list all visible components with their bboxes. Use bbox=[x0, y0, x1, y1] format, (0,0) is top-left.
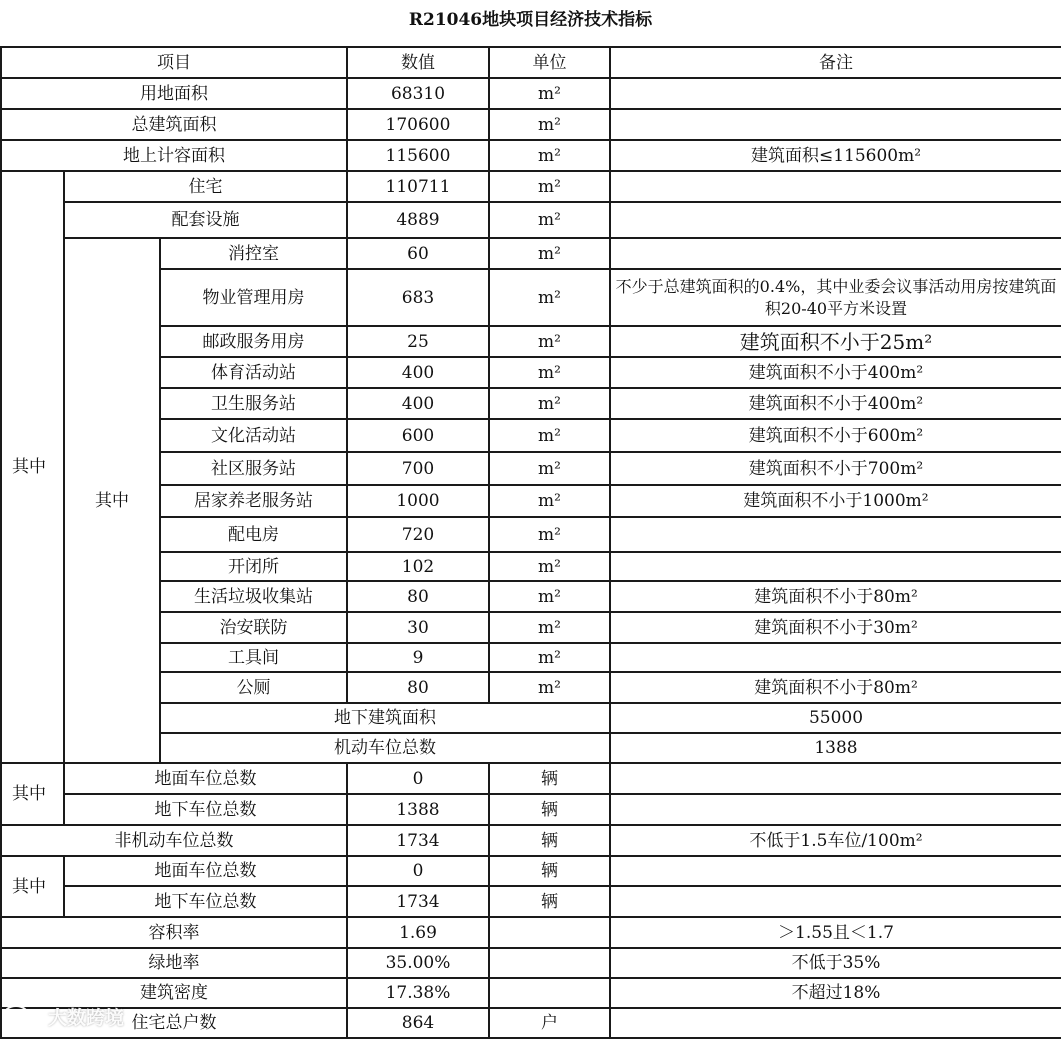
facility-value: 400 bbox=[347, 357, 489, 388]
facility-value: 102 bbox=[347, 552, 489, 581]
table-row bbox=[1, 581, 1061, 612]
table-row bbox=[1, 978, 1061, 1008]
table-row bbox=[1, 452, 1061, 485]
header-row bbox=[1, 47, 1061, 78]
facility-label: 居家养老服务站 bbox=[160, 485, 347, 517]
table-row bbox=[1, 733, 1061, 763]
row-note: 不低于35% bbox=[610, 948, 1061, 978]
table-row bbox=[1, 643, 1061, 672]
table-row bbox=[1, 763, 1061, 794]
facility-label: 卫生服务站 bbox=[160, 388, 347, 419]
table-row bbox=[1, 485, 1061, 517]
facility-unit: m² bbox=[489, 269, 610, 326]
table-title: R21046地块项目经济技术指标 bbox=[408, 10, 653, 30]
facility-unit: m² bbox=[489, 326, 610, 357]
row-label: 地下车位总数 bbox=[64, 886, 347, 917]
row-value: 35.00% bbox=[347, 948, 489, 978]
row-unit: m² bbox=[489, 140, 610, 171]
facility-unit: m² bbox=[489, 643, 610, 672]
table-row bbox=[1, 78, 1061, 109]
facility-label: 配电房 bbox=[160, 517, 347, 552]
facility-note bbox=[610, 517, 1061, 552]
indicator-table bbox=[0, 46, 1061, 1039]
row-value: 864 bbox=[347, 1008, 489, 1038]
row-value: 1.69 bbox=[347, 917, 489, 948]
row-note: 不超过18% bbox=[610, 978, 1061, 1008]
table-row bbox=[1, 269, 1061, 326]
row-label: 地下车位总数 bbox=[64, 794, 347, 825]
table-row bbox=[1, 238, 1061, 269]
table-row bbox=[1, 886, 1061, 917]
row-note bbox=[610, 109, 1061, 140]
facility-label: 体育活动站 bbox=[160, 357, 347, 388]
header-value: 数值 bbox=[347, 47, 489, 78]
row-value: 110711 bbox=[347, 171, 489, 202]
row-label: 地面车位总数 bbox=[64, 856, 347, 886]
row-label: 非机动车位总数 bbox=[1, 825, 347, 856]
row-value: 55000 bbox=[610, 703, 1061, 733]
facility-value: 600 bbox=[347, 419, 489, 452]
facility-label: 生活垃圾收集站 bbox=[160, 581, 347, 612]
facility-label: 社区服务站 bbox=[160, 452, 347, 485]
row-note bbox=[610, 794, 1061, 825]
row-unit: 辆 bbox=[489, 794, 610, 825]
facility-label: 邮政服务用房 bbox=[160, 326, 347, 357]
facility-value: 9 bbox=[347, 643, 489, 672]
table-row bbox=[1, 612, 1061, 643]
row-unit: m² bbox=[489, 109, 610, 140]
row-unit: 辆 bbox=[489, 856, 610, 886]
table-row bbox=[1, 856, 1061, 886]
facility-note bbox=[610, 643, 1061, 672]
row-value: 1388 bbox=[347, 794, 489, 825]
row-note bbox=[610, 1008, 1061, 1038]
group-label-of-which-nonmotor: 其中 bbox=[1, 856, 64, 917]
facility-unit: m² bbox=[489, 419, 610, 452]
facility-note: 不少于总建筑面积的0.4%，其中业委会议事活动用房按建筑面积20-40平方米设置 bbox=[610, 269, 1061, 326]
facility-label: 公厕 bbox=[160, 672, 347, 703]
table-row bbox=[1, 419, 1061, 452]
facility-note: 建筑面积不小于25m² bbox=[610, 326, 1061, 357]
facility-value: 400 bbox=[347, 388, 489, 419]
row-unit: 户 bbox=[489, 1008, 610, 1038]
table-row bbox=[1, 672, 1061, 703]
row-note bbox=[610, 171, 1061, 202]
row-label: 住宅 bbox=[64, 171, 347, 202]
watermark bbox=[2, 1002, 124, 1030]
row-value: 0 bbox=[347, 856, 489, 886]
row-label: 容积率 bbox=[1, 917, 347, 948]
row-label: 机动车位总数 bbox=[160, 733, 610, 763]
facility-value: 683 bbox=[347, 269, 489, 326]
row-label: 绿地率 bbox=[1, 948, 347, 978]
row-unit: m² bbox=[489, 78, 610, 109]
row-unit: m² bbox=[489, 171, 610, 202]
row-value: 115600 bbox=[347, 140, 489, 171]
table-row bbox=[1, 517, 1061, 552]
facility-note: 建筑面积不小于700m² bbox=[610, 452, 1061, 485]
facility-value: 25 bbox=[347, 326, 489, 357]
facility-label: 物业管理用房 bbox=[160, 269, 347, 326]
table-row bbox=[1, 1008, 1061, 1038]
row-label: 地面车位总数 bbox=[64, 763, 347, 794]
table-row bbox=[1, 917, 1061, 948]
facility-note: 建筑面积不小于400m² bbox=[610, 388, 1061, 419]
facility-unit: m² bbox=[489, 552, 610, 581]
row-unit bbox=[489, 948, 610, 978]
facility-label: 工具间 bbox=[160, 643, 347, 672]
facility-label: 消控室 bbox=[160, 238, 347, 269]
row-label: 用地面积 bbox=[1, 78, 347, 109]
row-value: 1388 bbox=[610, 733, 1061, 763]
facility-unit: m² bbox=[489, 238, 610, 269]
row-note bbox=[610, 886, 1061, 917]
header-note: 备注 bbox=[610, 47, 1061, 78]
group-label-of-which-motor: 其中 bbox=[1, 763, 64, 825]
table-row bbox=[1, 703, 1061, 733]
facility-note: 建筑面积不小于80m² bbox=[610, 672, 1061, 703]
row-note: 建筑面积≤115600m² bbox=[610, 140, 1061, 171]
header-item: 项目 bbox=[1, 47, 347, 78]
table-row bbox=[1, 140, 1061, 171]
row-note bbox=[610, 763, 1061, 794]
facility-unit: m² bbox=[489, 485, 610, 517]
facility-note: 建筑面积不小于600m² bbox=[610, 419, 1061, 452]
row-unit: m² bbox=[489, 202, 610, 238]
table-row bbox=[1, 171, 1061, 202]
facility-value: 80 bbox=[347, 672, 489, 703]
facility-unit: m² bbox=[489, 672, 610, 703]
table-row bbox=[1, 326, 1061, 357]
facility-label: 文化活动站 bbox=[160, 419, 347, 452]
row-value: 170600 bbox=[347, 109, 489, 140]
row-unit: 辆 bbox=[489, 886, 610, 917]
row-label: 总建筑面积 bbox=[1, 109, 347, 140]
facility-note: 建筑面积不小于30m² bbox=[610, 612, 1061, 643]
row-value: 17.38% bbox=[347, 978, 489, 1008]
facility-label: 开闭所 bbox=[160, 552, 347, 581]
row-note: ＞1.55且＜1.7 bbox=[610, 917, 1061, 948]
facility-note: 建筑面积不小于80m² bbox=[610, 581, 1061, 612]
table-row bbox=[1, 202, 1061, 238]
row-unit: 辆 bbox=[489, 763, 610, 794]
wechat-logo-icon bbox=[2, 1004, 42, 1028]
header-unit: 单位 bbox=[489, 47, 610, 78]
row-unit bbox=[489, 917, 610, 948]
table-row bbox=[1, 552, 1061, 581]
row-value: 0 bbox=[347, 763, 489, 794]
facility-unit: m² bbox=[489, 357, 610, 388]
facility-value: 60 bbox=[347, 238, 489, 269]
row-label: 建筑密度 bbox=[1, 978, 347, 1008]
row-value: 68310 bbox=[347, 78, 489, 109]
row-unit: 辆 bbox=[489, 825, 610, 856]
facility-value: 1000 bbox=[347, 485, 489, 517]
facility-unit: m² bbox=[489, 612, 610, 643]
facility-unit: m² bbox=[489, 517, 610, 552]
table-row bbox=[1, 357, 1061, 388]
facility-value: 80 bbox=[347, 581, 489, 612]
facility-note: 建筑面积不小于400m² bbox=[610, 357, 1061, 388]
facility-value: 720 bbox=[347, 517, 489, 552]
row-value: 1734 bbox=[347, 886, 489, 917]
row-label: 地上计容面积 bbox=[1, 140, 347, 171]
table-row bbox=[1, 825, 1061, 856]
facility-value: 700 bbox=[347, 452, 489, 485]
row-label: 配套设施 bbox=[64, 202, 347, 238]
facility-unit: m² bbox=[489, 581, 610, 612]
facility-unit: m² bbox=[489, 388, 610, 419]
row-note bbox=[610, 78, 1061, 109]
row-label: 住宅总户数 bbox=[1, 1008, 347, 1038]
table-row bbox=[1, 948, 1061, 978]
facility-label: 治安联防 bbox=[160, 612, 347, 643]
row-label: 地下建筑面积 bbox=[160, 703, 610, 733]
group-label-of-which: 其中 bbox=[1, 171, 64, 763]
row-value: 4889 bbox=[347, 202, 489, 238]
facility-unit: m² bbox=[489, 452, 610, 485]
row-note bbox=[610, 856, 1061, 886]
table-row bbox=[1, 794, 1061, 825]
row-unit bbox=[489, 978, 610, 1008]
facility-note bbox=[610, 552, 1061, 581]
watermark-text: 大数跨境 bbox=[48, 1006, 125, 1029]
facility-value: 30 bbox=[347, 612, 489, 643]
facility-note: 建筑面积不小于1000m² bbox=[610, 485, 1061, 517]
table-row bbox=[1, 109, 1061, 140]
row-note bbox=[610, 202, 1061, 238]
table-row bbox=[1, 388, 1061, 419]
row-note: 不低于1.5车位/100m² bbox=[610, 825, 1061, 856]
facility-note bbox=[610, 238, 1061, 269]
row-value: 1734 bbox=[347, 825, 489, 856]
group-label-of-which-facilities: 其中 bbox=[64, 238, 160, 763]
